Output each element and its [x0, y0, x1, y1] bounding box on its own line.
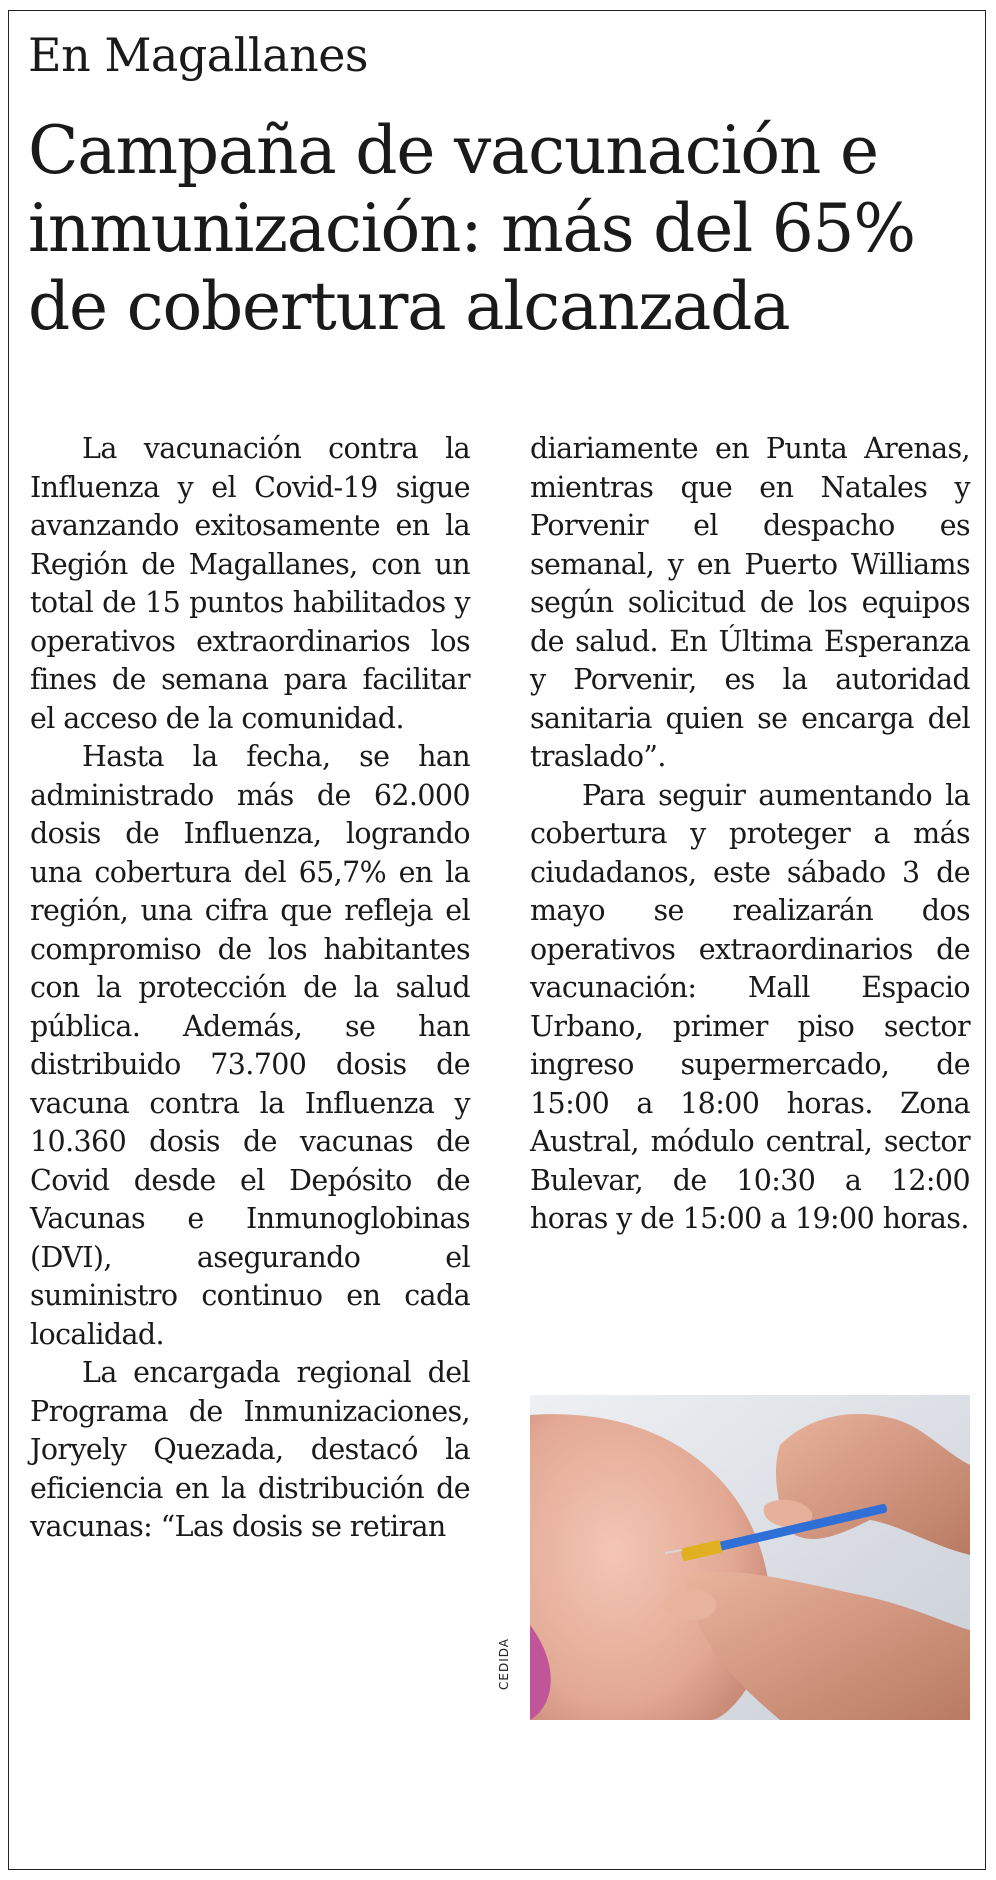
paragraph-operatives: Para seguir aumentando la cobertura y proteger a más ciudadanos, este sábado 3 de mayo se realizarán dos operativos extraordinarios de vacunación: Mall Espacio Urbano, primer piso sector ingreso supermercado, de 15:00 a 18:00 horas. Zona Austral, módulo central, sector Bulevar, de 10:30 a 12:00 horas y de 15:00 a 19:00 horas.: [530, 778, 970, 1235]
paragraph-intro: La vacunación contra la Influenza y el Covid-19 sigue avanzando exitosamente en la Región de Magallanes, con un total de 15 puntos habilitados y operativos extraordinarios los fines de semana para facilitar el acceso de la comunidad.: [30, 432, 470, 735]
paragraph-quote: La encargada regional del Programa de Inmunizaciones, Joryely Quezada, destacó la eficiencia en la distribución de vacunas: “Las dosis se retiran: [30, 1356, 470, 1543]
left-column: [30, 430, 470, 1547]
right-column: [530, 430, 970, 1239]
headline: Campaña de vacunación e inmunización: más del 65% de cobertura alcanzada: [28, 112, 915, 345]
vaccination-illustration: [530, 1395, 970, 1720]
paragraph-quote-continued: diariamente en Punta Arenas, mientras que en Natales y Porvenir el despacho es semanal, y en Puerto Williams según solicitud de los equipos de salud. En Última Esperanza y Porvenir, es la autoridad sanitaria quien se encarga del traslado”.: [530, 432, 970, 773]
photo-credit: CEDIDA: [497, 1638, 511, 1690]
paragraph-doses: Hasta la fecha, se han administrado más de 62.000 dosis de Influenza, logrando una cobertura del 65,7% en la región, una cifra que refleja el compromiso de los habitantes con la protección de la salud pública. Además, se han distribuido 73.700 dosis de vacuna contra la Influenza y 10.360 dosis de vacunas de Covid desde el Depósito de Vacunas e Inmunoglobinas (DVI), asegurando el suministro continuo en cada localidad.: [30, 740, 470, 1351]
vaccination-photo: [530, 1395, 970, 1720]
kicker: En Magallanes: [28, 28, 369, 82]
